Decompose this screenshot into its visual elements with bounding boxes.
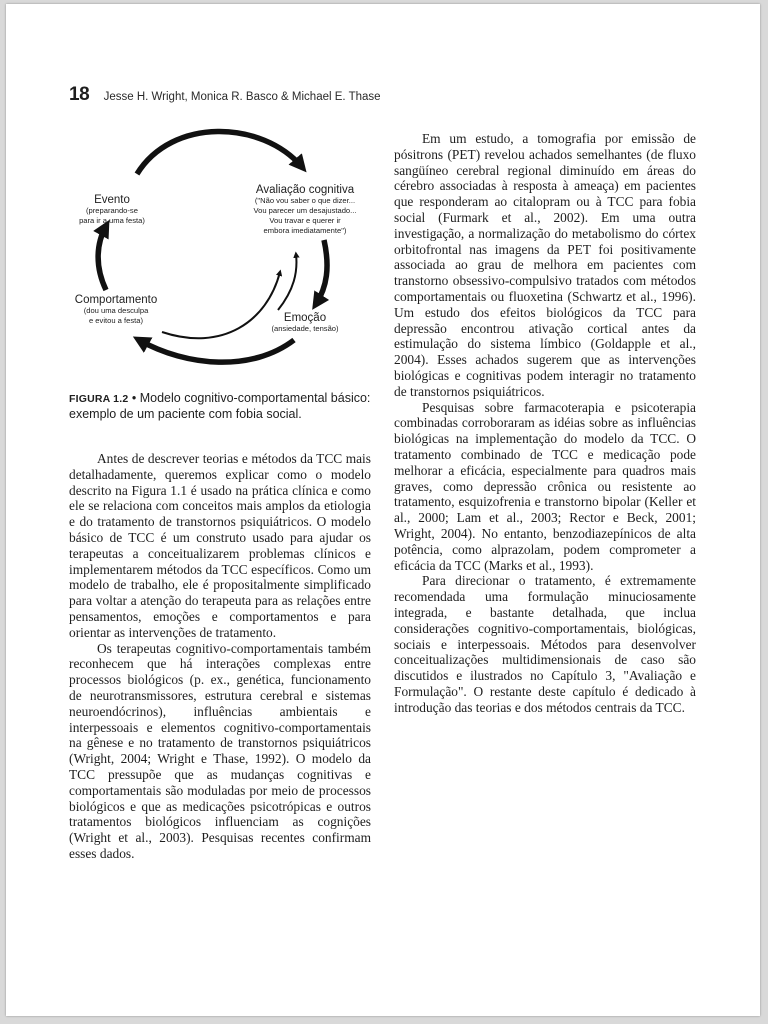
page-number: 18 [69, 84, 90, 105]
arrow-avaliacao-to-emocao [316, 240, 327, 304]
diagram-arrows [62, 122, 382, 384]
figure-label: FIGURA 1.2 [69, 393, 129, 405]
arrow-comportamento-to-evento [98, 226, 106, 290]
node-avaliacao-cognitiva: Avaliação cognitiva ("Não vou saber o que dizer... Vou parecer um desajustado... Vou travar e querer ir embora imediatamente") [253, 184, 357, 235]
paragraph: Os terapeutas cognitivo-comportamentais também reconhecem que há interações complexas entre processos biológicos (p. ex., genética, funcionamento de neurotransmissores, estrutura cerebral e sistemas neuroendócrinos), influências ambientais e interpessoais e elementos cognitivo-comportamentais na gênese e no tratamento de transtornos psiquiátricos (Wright, 2004; Wright e Thase, 1992). O modelo da TCC pressupõe que as mudanças cognitivas e comportamentais são moduladas por meio de processos biológicos e que as medicações psicotrópicas e outros tratamentos biológicos influenciam as cognições (Wright et al., 2003). Pesquisas recentes confirmam esses dados. [69, 640, 371, 861]
arrow-emocao-to-avaliacao [278, 254, 296, 310]
right-column [394, 131, 696, 715]
caption-bullet: • [131, 391, 137, 405]
node-evento: Evento (preparando-se para ir a uma festa) [79, 194, 145, 225]
arrow-emocao-to-comportamento [139, 340, 294, 362]
caption-text: Modelo cognitivo-comportamental básico: exemplo de um paciente com fobia social. [69, 391, 371, 421]
node-emocao: Emoção (ansiedade, tensão) [271, 312, 339, 333]
paragraph: Antes de descrever teorias e métodos da TCC mais detalhadamente, queremos explicar como o modelo descrito na Figura 1.1 é usado na prática clínica e como ele se relaciona com conceitos mais amplos da etiologia e do tratamento de transtornos psiquiátricos. O modelo básico de TCC é um construto usado para ajudar os terapeutas a conceitualizarem problemas clínicos e implementarem métodos da TCC específicos. Como um modelo de trabalho, ele é propositalmente simplificado para voltar a atenção do terapeuta para as relações entre pensamentos, emoções e comportamentos e para orientar as intervenções de tratamento. [69, 451, 371, 640]
paragraph: Para direcionar o tratamento, é extremamente recomendada uma formulação minuciosamente integrada, e bastante detalhada, que inclua considerações cognitivo-comportamentais, biológicas, sociais e interpessoais. Métodos para desenvolver conceitualizações multidimensionais de caso são discutidos e ilustrados no Capítulo 3, "Avaliação e Formulação". O restante deste capítulo é dedicado à introdução das teorias e dos métodos centrais da TCC. [394, 573, 696, 715]
paragraph: Pesquisas sobre farmacoterapia e psicoterapia combinadas corroboraram as idéias sobre as influências biológicas na implementação do modelo da TCC. O tratamento combinado de TCC e medicação pode melhorar a eficácia, especialmente para quadros mais graves, como depressão crônica ou resistente ao tratamento, esquizofrenia e transtorno bipolar (Keller et al., 2000; Lam et al., 2003; Rector e Beck, 2001; Wright, 2004). No entanto, benzodiazepínicos de alta potência, como alprazolam, podem comprometer a eficácia da TCC (Marks et al., 1993). [394, 399, 696, 573]
node-comportamento: Comportamento (dou uma desculpa e evitou a festa) [74, 294, 158, 325]
left-column [69, 451, 371, 862]
cognitive-model-diagram [62, 122, 382, 384]
author-line: Jesse H. Wright, Monica R. Basco & Michael E. Thase [103, 91, 381, 103]
book-page [6, 4, 760, 1016]
arrow-evento-to-avaliacao [137, 131, 302, 174]
paragraph: Em um estudo, a tomografia por emissão de pósitrons (PET) revelou achados semelhantes (de fluxo sangüíneo cerebral regional diminuído em áreas do cérebro associadas à resposta à ameaça) em pacientes que responderam ao citalopram ou à TCC para fobia social (Furmark et al., 2002). Em uma outra investigação, a normalização do metabolismo do córtex orbitofrontal nas imagens da PET foi positivamente associada ao grau de melhora em pacientes com transtorno obsessivo-compulsivo tratados com métodos comportamentais ou fluoxetina (Schwartz et al., 1996). Um estudo dos efeitos biológicos da TCC para depressão encontrou ativação cortical antes da estimulação do sistema límbico (Goldapple et al., 2004). Esses achados sugerem que as intervenções biológicas e cognitivas podem interagir no tratamento de transtornos psiquiátricos. [394, 131, 696, 399]
figure-caption [69, 391, 379, 422]
running-header [69, 84, 381, 106]
